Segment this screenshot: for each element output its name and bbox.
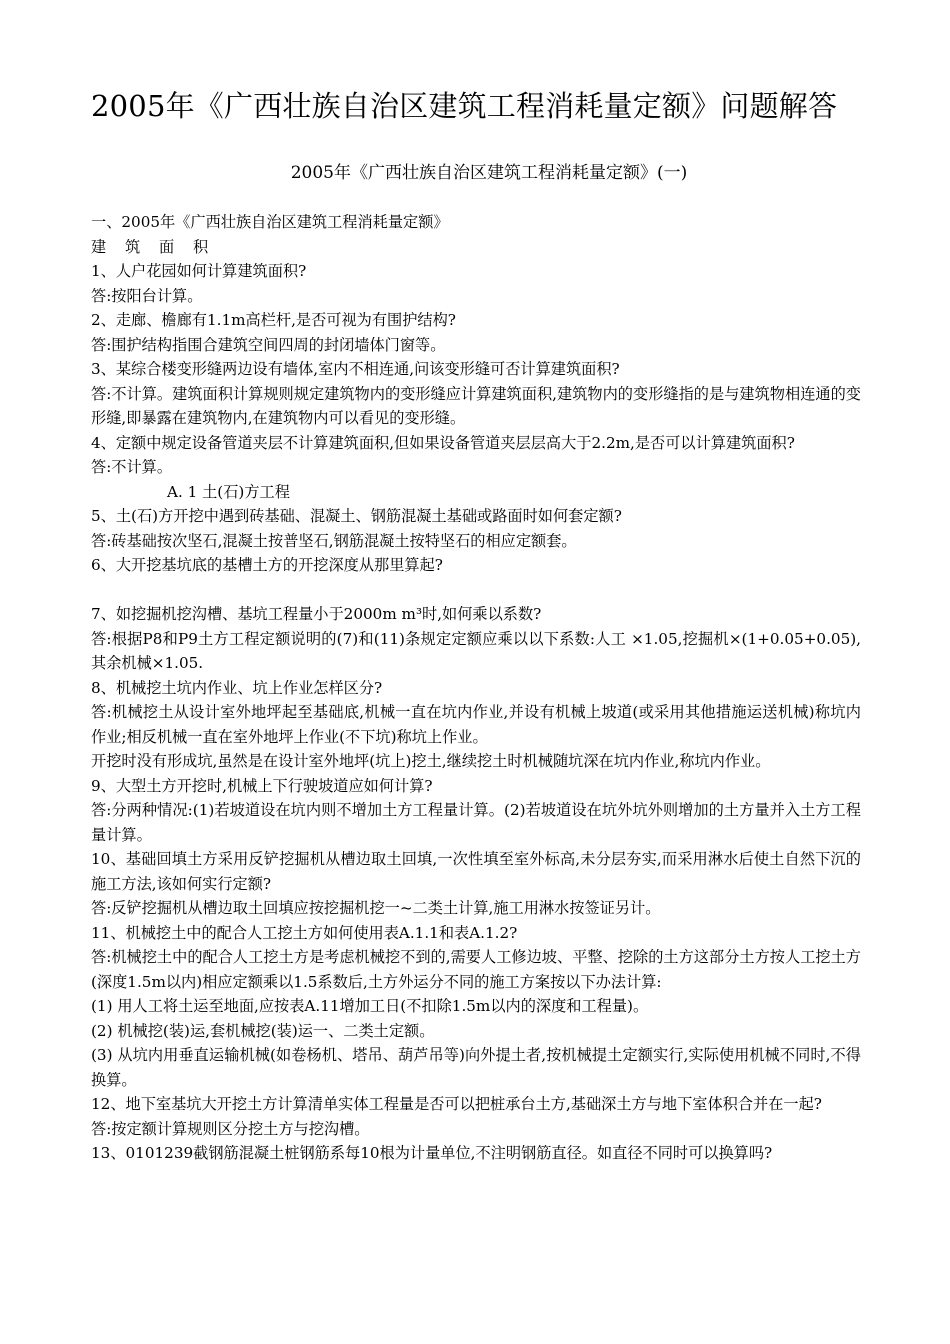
chapter-heading: A. 1 土(石)方工程 — [167, 482, 290, 501]
question: 7、如挖掘机挖沟槽、基坑工程量小于2000m m³时,如何乘以系数? — [91, 605, 542, 623]
answer: 答:围护结构指围合建筑空间四周的封闭墙体门窗等。 — [91, 335, 446, 354]
question: 4、定额中规定设备管道夹层不计算建筑面积,但如果设备管道夹层层高大于2.2m,是否可以计算建筑面积? — [91, 433, 795, 452]
answer: 答:不计算。 — [91, 458, 173, 476]
chapter-heading: 建 筑 面 积 — [91, 237, 216, 256]
answer: 答:根据P8和P9土方工程定额说明的(7)和(11)条规定定额应乘以以下系数:人工 ×1.05,挖掘机×(1+0.05+0.05),其余机械×1.05. — [91, 629, 861, 672]
answer: 答:按阳台计算。 — [91, 286, 203, 305]
document-body — [91, 210, 861, 1166]
answer: 答:机械挖土中的配合人工挖土方是考虑机械挖不到的,需要人工修边坡、平整、挖除的土方这部分土方按人工挖土方(深度1.5m以内)相应定额乘以1.5系数后,土方外运分不同的施工方案按以下办法计算: — [91, 948, 861, 991]
answer: 答:按定额计算规则区分挖土方与挖沟槽。 — [91, 1119, 370, 1138]
question: 9、大型土方开挖时,机械上下行驶坡道应如何计算? — [91, 776, 433, 795]
question: 1、人户花园如何计算建筑面积? — [91, 262, 307, 280]
answer-item: (2) 机械挖(装)运,套机械挖(装)运一、二类土定额。 — [91, 1021, 435, 1040]
answer-item: (1) 用人工将土运至地面,应按表A.11增加工日(不扣除1.5m以内的深度和工程量)。 — [91, 997, 649, 1015]
document-subtitle: 2005年《广西壮族自治区建筑工程消耗量定额》(一) — [290, 163, 688, 183]
question: 6、大开挖基坑底的基槽土方的开挖深度从那里算起? — [91, 556, 443, 574]
question: 2、走廊、檐廊有1.1m高栏杆,是否可视为有围护结构? — [91, 311, 456, 329]
answer: 答:分两种情况:(1)若坡道设在坑内则不增加土方工程量计算。(2)若坡道设在坑外坑外则增加的土方量并入土方工程量计算。 — [91, 801, 861, 844]
answer: 答:砖基础按次坚石,混凝土按普坚石,钢筋混凝土按特坚石的相应定额套。 — [91, 531, 577, 550]
question: 3、某综合楼变形缝两边设有墙体,室内不相连通,问该变形缝可否计算建筑面积? — [91, 360, 620, 378]
question: 8、机械挖土坑内作业、坑上作业怎样区分? — [91, 678, 383, 697]
question: 5、土(石)方开挖中遇到砖基础、混凝土、钢筋混凝土基础或路面时如何套定额? — [91, 507, 622, 525]
question: 10、基础回填土方采用反铲挖掘机从槽边取土回填,一次性填至室外标高,未分层夯实,而采用淋水后使土自然下沉的施工方法,该如何实行定额? — [91, 850, 861, 893]
document-title: 2005年《广西壮族自治区建筑工程消耗量定额》问题解答 — [91, 89, 838, 123]
question: 11、机械挖土中的配合人工挖土方如何使用表A.1.1和表A.1.2? — [91, 923, 518, 942]
answer: 答:机械挖土从设计室外地坪起至基础底,机械一直在坑内作业,并设有机械上坡道(或采用其他措施运送机械)称坑内作业;相反机械一直在室外地坪上作业(不下坑)称坑上作业。 — [91, 703, 861, 746]
answer: 答:反铲挖掘机从槽边取土回填应按挖掘机挖一~二类土计算,施工用淋水按签证另计。 — [91, 899, 661, 917]
answer-continued: 开挖时没有形成坑,虽然是在设计室外地坪(坑上)挖土,继续挖土时机械随坑深在坑内作业,称坑内作业。 — [91, 752, 771, 770]
answer-item: (3) 从坑内用垂直运输机械(如卷杨机、塔吊、葫芦吊等)向外提土者,按机械提土定额实行,实际使用机械不同时,不得换算。 — [91, 1046, 861, 1089]
question: 12、地下室基坑大开挖土方计算清单实体工程量是否可以把桩承台土方,基础深土方与地下室体积合并在一起? — [91, 1095, 822, 1113]
answer: 答:不计算。建筑面积计算规则规定建筑物内的变形缝应计算建筑面积,建筑物内的变形缝指的是与建筑物相连通的变形缝,即暴露在建筑物内,在建筑物内可以看见的变形缝。 — [91, 384, 861, 427]
section-heading: 一、2005年《广西壮族自治区建筑工程消耗量定额》 — [91, 213, 449, 231]
question: 13、0101239截钢筋混凝土桩钢筋系每10根为计量单位,不注明钢筋直径。如直径不同时可以换算吗? — [91, 1144, 773, 1162]
blank-line — [91, 578, 861, 603]
